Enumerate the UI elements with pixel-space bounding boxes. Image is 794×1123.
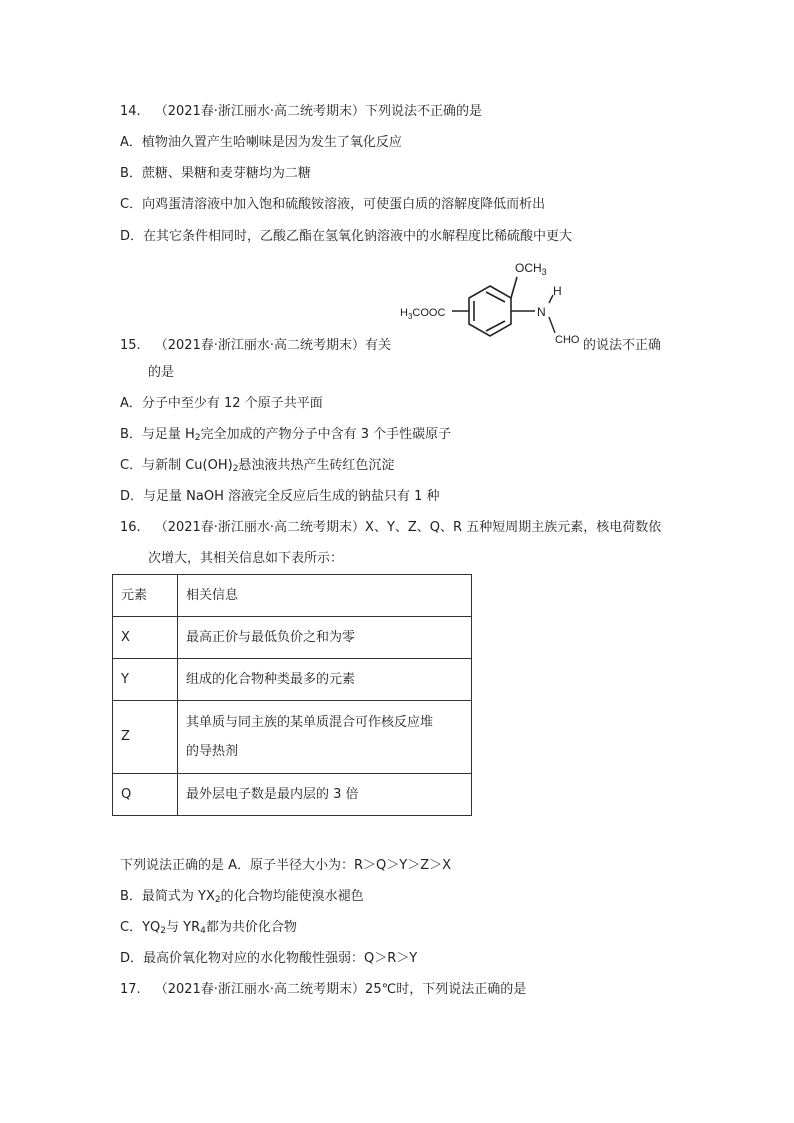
- q15-option-b: [120, 426, 451, 444]
- q15-option-d: D．与足量 NaOH 溶液完全反应后生成的钠盐只有 1 种: [120, 489, 440, 504]
- q16-option-b-pre: B．最简式为 YX: [120, 889, 215, 904]
- nh-label: N: [537, 305, 546, 319]
- q14-option-b: B．蔗糖、果糖和麦芽糖均为二糖: [120, 166, 311, 181]
- formyl-label: CHO: [555, 334, 580, 346]
- q16-option-b-post: 的化合物均能使溴水褪色: [220, 889, 364, 904]
- table-cell-info: [178, 701, 472, 774]
- table-cell-element: Z: [113, 701, 178, 774]
- q16-stem: [120, 519, 661, 537]
- table-cell-element: X: [113, 617, 178, 659]
- h-label: H: [553, 284, 562, 298]
- q14-option-c: C．向鸡蛋清溶液中加入饱和硫酸铵溶液，可使蛋白质的溶解度降低而析出: [120, 197, 546, 212]
- q16-option-c-sub2: 4: [200, 926, 206, 936]
- formyl-bond: [549, 317, 555, 333]
- q16-option-c-mid: 与 YR: [166, 920, 201, 935]
- q14-option-a: A．植物油久置产生哈喇味是因为发生了氧化反应: [120, 135, 402, 150]
- table-cell-info-line1: 其单质与同主族的某单质混合可作核反应堆: [186, 715, 434, 730]
- q15-option-c-post: 悬浊液共热产生砖红色沉淀: [238, 458, 395, 473]
- q14-stem-text: 下列说法不正确的是: [365, 104, 483, 119]
- q15-option-c: [120, 457, 394, 475]
- table-header-row: [113, 575, 472, 617]
- q16-stem-text: X、Y、Z、Q、R 五种短周期主族元素，核电荷数依: [365, 520, 662, 535]
- table-header-info: 相关信息: [178, 575, 472, 617]
- ester-label: $H_3COOC$: [400, 307, 446, 321]
- q15-option-c-sub: 2: [232, 464, 239, 474]
- table-row: [113, 701, 472, 774]
- q16-option-c-post: 都为共价化合物: [205, 920, 297, 935]
- q16-element-table: [112, 574, 472, 816]
- q16-after-table: 下列说法正确的是 A．原子半径大小为：R＞Q＞Y＞Z＞X: [120, 858, 452, 873]
- table-cell-element: Y: [113, 659, 178, 701]
- q14-option-d: D．在其它条件相同时，乙酸乙酯在氢氧化钠溶液中的水解程度比稀硫酸中更大: [120, 229, 573, 244]
- q16-option-c: [120, 919, 297, 937]
- q15-stem: [120, 337, 391, 355]
- table-cell-element: Q: [113, 774, 178, 816]
- q15-source: （2021春·浙江丽水·高二统考期末）: [154, 338, 366, 353]
- q17-source: （2021春·浙江丽水·高二统考期末）: [154, 982, 366, 997]
- table-row: [113, 774, 472, 816]
- q16-number: 16.: [120, 520, 141, 535]
- q15-number: 15.: [120, 338, 141, 353]
- table-header-element: 元素: [113, 575, 178, 617]
- q15-option-c-pre: C．与新制 Cu(OH): [120, 458, 233, 473]
- q16-option-c-pre: C．YQ: [120, 920, 161, 935]
- q15-option-b-pre: B．与足量 H: [120, 427, 195, 442]
- q15-option-a: A．分子中至少有 12 个原子共平面: [120, 396, 323, 411]
- q14-source: （2021春·浙江丽水·高二统考期末）: [154, 104, 366, 119]
- table-cell-info: 组成的化合物种类最多的元素: [178, 659, 472, 701]
- q16-option-b: [120, 888, 364, 906]
- q17-stem-text: 25℃时，下列说法正确的是: [365, 982, 527, 997]
- methoxy-bond: [511, 277, 517, 298]
- q17-stem: [120, 981, 526, 999]
- q16-option-d: D．最高价氧化物对应的水化物酸性强弱：Q＞R＞Y: [120, 951, 418, 966]
- table-row: [113, 659, 472, 701]
- methoxy-label: $OCH_3$: [515, 261, 547, 277]
- q15-option-b-post: 完全加成的产物分子中含有 3 个手性碳原子: [200, 427, 452, 442]
- q14-stem: [120, 103, 482, 121]
- q16-option-b-sub: 2: [214, 895, 221, 905]
- q15-stem-cont: 的是: [148, 365, 175, 380]
- q15-stem-after: 的说法不正确: [583, 338, 662, 353]
- q16-option-c-sub1: 2: [160, 926, 166, 936]
- table-cell-info-line2: 的导热剂: [186, 744, 239, 759]
- q14-number: 14.: [120, 104, 141, 119]
- q16-stem-cont: 次增大，其相关信息如下表所示：: [148, 551, 344, 566]
- table-cell-info: 最外层电子数是最内层的 3 倍: [178, 774, 472, 816]
- q15-stem-before: 有关: [365, 338, 392, 353]
- q17-number: 17.: [120, 982, 141, 997]
- table-row: [113, 617, 472, 659]
- q15-option-b-sub: 2: [194, 433, 201, 443]
- table-cell-info: 最高正价与最低负价之和为零: [178, 617, 472, 659]
- q16-source: （2021春·浙江丽水·高二统考期末）: [154, 520, 366, 535]
